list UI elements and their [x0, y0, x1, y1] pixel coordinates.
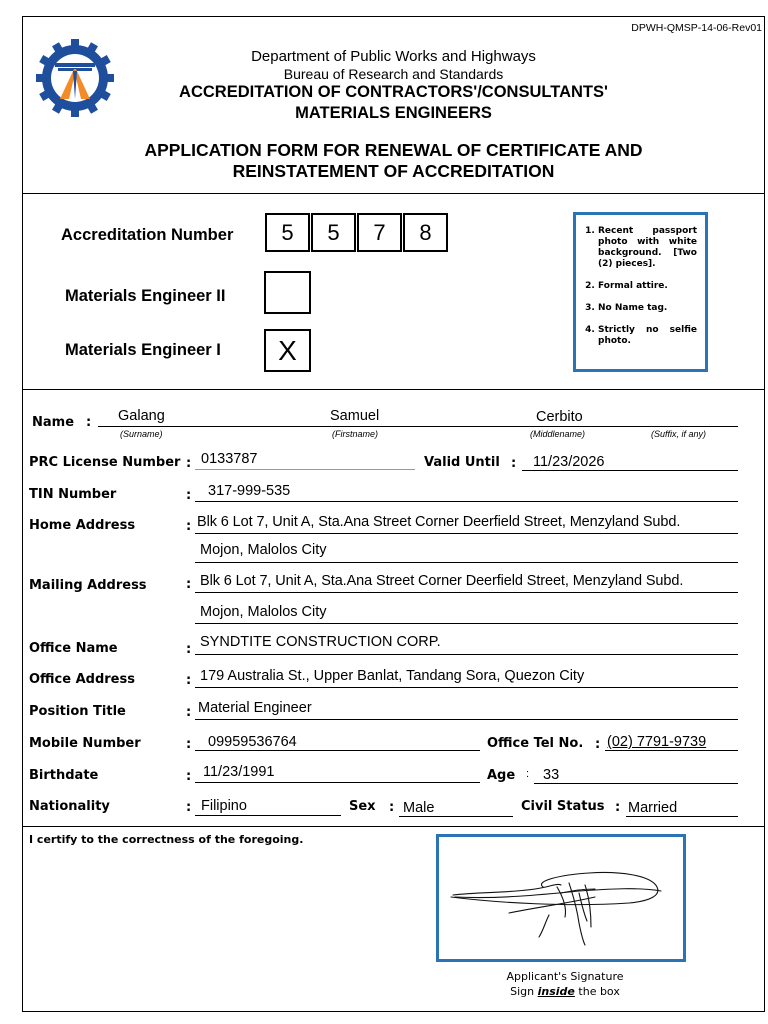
suffix-caption: (Suffix, if any): [651, 429, 707, 439]
sign-suffix: the box: [574, 985, 620, 998]
home-address-underline-1: [195, 533, 738, 534]
birthdate-label: Birthdate: [29, 768, 99, 783]
colon: :: [186, 456, 192, 471]
materials-engineer-2-checkbox[interactable]: [264, 271, 311, 314]
instruction-item: 2. Formal attire.: [598, 281, 697, 292]
mailing-address-underline-2: [195, 623, 738, 624]
age-underline: [534, 783, 738, 784]
prc-license-value[interactable]: 0133787: [201, 451, 258, 467]
colon: :: [186, 769, 192, 784]
birthdate-value[interactable]: 11/23/1991: [203, 764, 275, 780]
divider: [22, 193, 765, 194]
mailing-address-line-1[interactable]: Blk 6 Lot 7, Unit A, Sta.Ana Street Corner Deerfield Street, Menzyland Subd.: [200, 573, 684, 589]
bureau-name: Bureau of Research and Standards: [283, 66, 504, 82]
sex-label: Sex: [349, 799, 376, 814]
divider: [22, 389, 765, 390]
valid-until-underline: [522, 470, 738, 471]
sign-inside-instruction: [436, 985, 694, 998]
colon: :: [389, 800, 395, 815]
office-tel-label: Office Tel No.: [487, 736, 584, 751]
photo-instructions-list: [582, 226, 697, 347]
home-address-label: Home Address: [29, 518, 136, 533]
colon: :: [526, 768, 530, 780]
signature-box[interactable]: [436, 834, 686, 962]
colon: :: [186, 642, 192, 657]
signature-image: [439, 837, 683, 959]
colon: :: [186, 673, 192, 688]
mobile-underline: [195, 750, 480, 751]
form-title-line-2: REINSTATEMENT OF ACCREDITATION: [232, 161, 555, 181]
civil-status-underline: [626, 816, 738, 817]
colon: :: [186, 705, 192, 720]
home-address-line-2[interactable]: Mojon, Malolos City: [200, 542, 327, 558]
mobile-number-label: Mobile Number: [29, 736, 141, 751]
mailing-address-label: Mailing Address: [29, 578, 147, 593]
prc-license-label: PRC License Number: [29, 455, 181, 470]
materials-engineer-2-label: Materials Engineer II: [65, 287, 226, 305]
department-name: Department of Public Works and Highways: [251, 48, 536, 65]
home-address-underline-2: [195, 562, 738, 563]
surname-value[interactable]: Galang: [118, 408, 165, 424]
civil-status-value[interactable]: Married: [628, 800, 678, 816]
colon: :: [186, 737, 192, 752]
position-title-underline: [195, 719, 738, 720]
certification-text: I certify to the correctness of the foregoing.: [29, 833, 304, 846]
colon: :: [186, 488, 192, 503]
colon: :: [615, 800, 621, 815]
office-name-underline: [195, 654, 738, 655]
middlename-caption: (Middlename): [530, 429, 586, 439]
valid-until-label: Valid Until: [424, 455, 500, 470]
name-underline: [98, 426, 738, 427]
photo-instructions-box: [573, 212, 708, 372]
tin-value[interactable]: 317-999-535: [208, 483, 291, 499]
accreditation-digit-1[interactable]: 5: [265, 213, 310, 252]
nationality-value[interactable]: Filipino: [201, 798, 247, 814]
middlename-value[interactable]: Cerbito: [536, 409, 583, 425]
colon: :: [595, 737, 601, 752]
instruction-item: 1. Recent passport photo with white background. [Two (2) pieces].: [598, 226, 697, 270]
colon: :: [186, 577, 192, 592]
home-address-line-1[interactable]: Blk 6 Lot 7, Unit A, Sta.Ana Street Corner Deerfield Street, Menzyland Subd.: [197, 514, 681, 530]
prc-underline: [195, 469, 415, 470]
birthdate-underline: [195, 782, 480, 783]
sex-underline: [399, 816, 513, 817]
office-address-value[interactable]: 179 Australia St., Upper Banlat, Tandang Sora, Quezon City: [200, 668, 585, 684]
colon: :: [186, 519, 192, 534]
form-code: DPWH-QMSP-14-06-Rev01: [631, 22, 762, 34]
office-name-label: Office Name: [29, 641, 118, 656]
surname-caption: (Surname): [120, 429, 163, 439]
office-tel-underline: [605, 750, 738, 751]
title-line-2: MATERIALS ENGINEERS: [295, 104, 492, 122]
mailing-address-line-2[interactable]: Mojon, Malolos City: [200, 604, 327, 620]
colon: :: [86, 415, 92, 430]
civil-status-label: Civil Status: [521, 799, 605, 814]
mobile-number-value[interactable]: 09959536764: [208, 734, 297, 750]
sign-emphasis: inside: [537, 985, 575, 998]
office-address-underline: [195, 687, 738, 688]
accreditation-number-label: Accreditation Number: [61, 226, 234, 244]
name-label: Name: [32, 415, 75, 430]
tin-label: TIN Number: [29, 487, 117, 502]
office-tel-value[interactable]: (02) 7791-9739: [607, 734, 707, 750]
instruction-item: 4. Strictly no selfie photo.: [598, 325, 697, 347]
office-name-value[interactable]: SYNDTITE CONSTRUCTION CORP.: [200, 634, 441, 650]
materials-engineer-1-label: Materials Engineer I: [65, 341, 221, 359]
instruction-item: 3. No Name tag.: [598, 303, 697, 314]
nationality-label: Nationality: [29, 799, 110, 814]
materials-engineer-1-checkbox[interactable]: X: [264, 329, 311, 372]
title-line-1: ACCREDITATION OF CONTRACTORS'/CONSULTANTS': [179, 83, 608, 101]
colon: :: [186, 800, 192, 815]
office-address-label: Office Address: [29, 672, 135, 687]
age-label: Age: [487, 768, 516, 783]
valid-until-value[interactable]: 11/23/2026: [533, 454, 605, 470]
firstname-value[interactable]: Samuel: [330, 408, 380, 424]
accreditation-digit-2[interactable]: 5: [311, 213, 356, 252]
tin-underline: [195, 501, 738, 502]
firstname-caption: (Firstname): [332, 429, 379, 439]
position-title-value[interactable]: Material Engineer: [198, 700, 312, 716]
accreditation-digit-3[interactable]: 7: [357, 213, 402, 252]
accreditation-digit-4[interactable]: 8: [403, 213, 448, 252]
nationality-underline: [195, 815, 341, 816]
sign-prefix: Sign: [510, 985, 538, 998]
divider: [22, 826, 765, 827]
sex-value[interactable]: Male: [403, 800, 435, 816]
age-value[interactable]: 33: [543, 767, 560, 783]
mailing-address-underline-1: [195, 592, 738, 593]
form-title-line-1: APPLICATION FORM FOR RENEWAL OF CERTIFICATE AND: [144, 140, 643, 160]
signature-caption: Applicant's Signature: [506, 970, 624, 983]
colon: :: [511, 456, 517, 471]
position-title-label: Position Title: [29, 704, 126, 719]
